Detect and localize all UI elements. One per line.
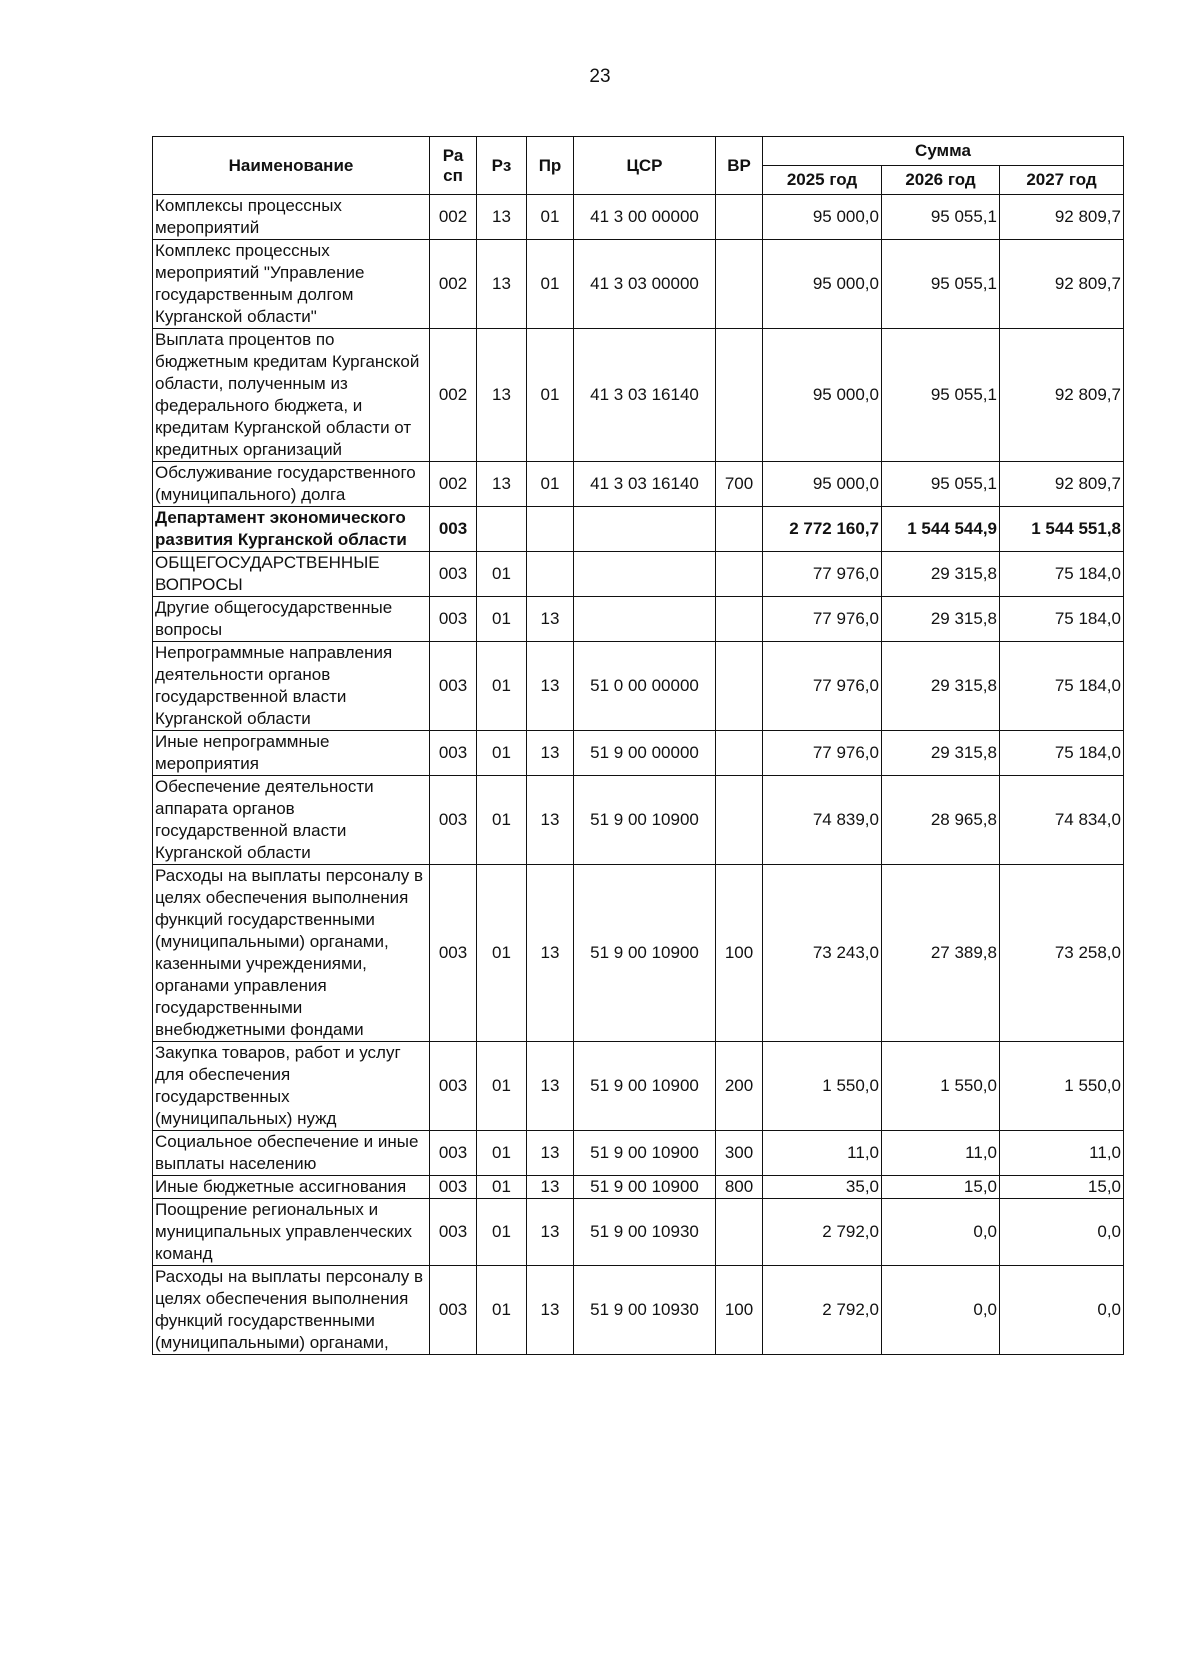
- row-amount-2027: 74 834,0: [1000, 776, 1124, 865]
- row-amount-2026: 1 550,0: [882, 1042, 1000, 1131]
- row-amount-2025: 74 839,0: [763, 776, 882, 865]
- row-name: Расходы на выплаты персоналу в целях обеспечения выполнения функций государственными (муниципальными) органами,: [153, 1266, 430, 1355]
- row-amount-2026: 95 055,1: [882, 240, 1000, 329]
- row-name: Поощрение региональных и муниципальных управленческих команд: [153, 1199, 430, 1266]
- header-rasp: Ра сп: [430, 137, 477, 195]
- table-row: [153, 1199, 1124, 1266]
- row-rasp: 003: [430, 1131, 477, 1176]
- row-pr: 13: [527, 642, 574, 731]
- row-amount-2026: 1 544 544,9: [882, 507, 1000, 552]
- row-amount-2025: 2 772 160,7: [763, 507, 882, 552]
- row-csr: 51 9 00 10900: [574, 1131, 716, 1176]
- row-rz: 13: [477, 462, 527, 507]
- row-csr: 51 9 00 10900: [574, 865, 716, 1042]
- header-csr: ЦСР: [574, 137, 716, 195]
- row-csr: [574, 507, 716, 552]
- row-pr: [527, 552, 574, 597]
- row-rz: 01: [477, 1266, 527, 1355]
- row-pr: 01: [527, 195, 574, 240]
- budget-table: [152, 136, 1124, 1355]
- row-amount-2027: 75 184,0: [1000, 731, 1124, 776]
- row-amount-2027: 92 809,7: [1000, 462, 1124, 507]
- row-pr: 13: [527, 865, 574, 1042]
- table-body: [153, 195, 1124, 1355]
- row-rasp: 003: [430, 507, 477, 552]
- row-vr: [716, 507, 763, 552]
- table-row: [153, 1042, 1124, 1131]
- table-row: [153, 731, 1124, 776]
- row-rz: 01: [477, 1042, 527, 1131]
- row-rasp: 002: [430, 240, 477, 329]
- row-pr: 13: [527, 1199, 574, 1266]
- row-vr: 200: [716, 1042, 763, 1131]
- table-row: [153, 507, 1124, 552]
- row-vr: 100: [716, 1266, 763, 1355]
- row-amount-2027: 75 184,0: [1000, 642, 1124, 731]
- table-row: [153, 776, 1124, 865]
- row-rz: 01: [477, 1176, 527, 1199]
- row-amount-2027: 15,0: [1000, 1176, 1124, 1199]
- row-csr: [574, 597, 716, 642]
- row-vr: [716, 552, 763, 597]
- row-pr: 13: [527, 1131, 574, 1176]
- row-csr: 51 9 00 10900: [574, 1176, 716, 1199]
- row-name: Закупка товаров, работ и услуг для обеспечения государственных (муниципальных) нужд: [153, 1042, 430, 1131]
- row-amount-2026: 95 055,1: [882, 195, 1000, 240]
- row-amount-2025: 95 000,0: [763, 240, 882, 329]
- table-row: [153, 195, 1124, 240]
- row-vr: 300: [716, 1131, 763, 1176]
- row-rz: 01: [477, 1199, 527, 1266]
- row-csr: 41 3 03 16140: [574, 329, 716, 462]
- row-name: Другие общегосударственные вопросы: [153, 597, 430, 642]
- row-rz: 01: [477, 552, 527, 597]
- row-rasp: 003: [430, 1199, 477, 1266]
- row-amount-2026: 95 055,1: [882, 462, 1000, 507]
- header-rz: Рз: [477, 137, 527, 195]
- row-amount-2025: 95 000,0: [763, 329, 882, 462]
- row-amount-2025: 77 976,0: [763, 552, 882, 597]
- row-rasp: 003: [430, 642, 477, 731]
- row-amount-2025: 95 000,0: [763, 462, 882, 507]
- row-rasp: 003: [430, 776, 477, 865]
- row-amount-2025: 2 792,0: [763, 1199, 882, 1266]
- row-rasp: 002: [430, 195, 477, 240]
- row-csr: 51 9 00 00000: [574, 731, 716, 776]
- table-row: [153, 1176, 1124, 1199]
- row-rasp: 003: [430, 597, 477, 642]
- row-amount-2027: 11,0: [1000, 1131, 1124, 1176]
- table-row: [153, 597, 1124, 642]
- row-rz: 01: [477, 731, 527, 776]
- row-vr: 100: [716, 865, 763, 1042]
- row-vr: [716, 597, 763, 642]
- row-rasp: 003: [430, 1042, 477, 1131]
- table-row: [153, 462, 1124, 507]
- header-pr: Пр: [527, 137, 574, 195]
- row-vr: [716, 240, 763, 329]
- row-rasp: 003: [430, 865, 477, 1042]
- row-name: Обслуживание государственного (муниципального) долга: [153, 462, 430, 507]
- row-pr: 13: [527, 1042, 574, 1131]
- header-year-2025: 2025 год: [763, 166, 882, 195]
- row-pr: 01: [527, 240, 574, 329]
- row-amount-2026: 29 315,8: [882, 642, 1000, 731]
- row-amount-2026: 28 965,8: [882, 776, 1000, 865]
- row-csr: 51 9 00 10930: [574, 1266, 716, 1355]
- row-pr: 01: [527, 462, 574, 507]
- row-amount-2027: 1 544 551,8: [1000, 507, 1124, 552]
- row-rz: 01: [477, 642, 527, 731]
- row-name: Социальное обеспечение и иные выплаты населению: [153, 1131, 430, 1176]
- row-amount-2025: 2 792,0: [763, 1266, 882, 1355]
- row-pr: [527, 507, 574, 552]
- table-row: [153, 865, 1124, 1042]
- row-amount-2025: 35,0: [763, 1176, 882, 1199]
- row-csr: 41 3 03 00000: [574, 240, 716, 329]
- row-vr: [716, 1199, 763, 1266]
- row-amount-2027: 75 184,0: [1000, 552, 1124, 597]
- row-rasp: 003: [430, 1176, 477, 1199]
- header-year-2026: 2026 год: [882, 166, 1000, 195]
- row-rasp: 003: [430, 552, 477, 597]
- row-amount-2026: 95 055,1: [882, 329, 1000, 462]
- row-amount-2026: 29 315,8: [882, 597, 1000, 642]
- row-vr: [716, 329, 763, 462]
- row-amount-2026: 11,0: [882, 1131, 1000, 1176]
- row-rz: 01: [477, 597, 527, 642]
- row-name: Иные бюджетные ассигнования: [153, 1176, 430, 1199]
- header-vr: ВР: [716, 137, 763, 195]
- row-amount-2027: 1 550,0: [1000, 1042, 1124, 1131]
- row-name: Непрограммные направления деятельности органов государственной власти Курганской области: [153, 642, 430, 731]
- row-amount-2025: 77 976,0: [763, 597, 882, 642]
- row-csr: 41 3 03 16140: [574, 462, 716, 507]
- table-row: [153, 240, 1124, 329]
- row-name: Обеспечение деятельности аппарата органов государственной власти Курганской области: [153, 776, 430, 865]
- page-number: 23: [589, 66, 611, 87]
- row-rz: 13: [477, 240, 527, 329]
- header-summa: Сумма: [763, 137, 1124, 166]
- row-pr: 13: [527, 776, 574, 865]
- row-pr: 13: [527, 597, 574, 642]
- row-amount-2026: 0,0: [882, 1199, 1000, 1266]
- row-csr: 41 3 00 00000: [574, 195, 716, 240]
- table-row: [153, 552, 1124, 597]
- row-name: ОБЩЕГОСУДАРСТВЕННЫЕ ВОПРОСЫ: [153, 552, 430, 597]
- table-row: [153, 1266, 1124, 1355]
- row-rasp: 003: [430, 1266, 477, 1355]
- row-amount-2027: 73 258,0: [1000, 865, 1124, 1042]
- row-rz: 01: [477, 1131, 527, 1176]
- row-name: Расходы на выплаты персоналу в целях обеспечения выполнения функций государственными (муниципальными) органами, казенными учреждениями, органами управления государственными внебюджетными фондами: [153, 865, 430, 1042]
- table-row: [153, 1131, 1124, 1176]
- row-pr: 13: [527, 731, 574, 776]
- row-amount-2027: 0,0: [1000, 1266, 1124, 1355]
- row-name: Комплекс процессных мероприятий "Управление государственным долгом Курганской области": [153, 240, 430, 329]
- row-amount-2025: 73 243,0: [763, 865, 882, 1042]
- row-rasp: 003: [430, 731, 477, 776]
- table-row: [153, 329, 1124, 462]
- row-vr: [716, 642, 763, 731]
- row-amount-2025: 77 976,0: [763, 731, 882, 776]
- row-amount-2026: 29 315,8: [882, 731, 1000, 776]
- row-csr: 51 0 00 00000: [574, 642, 716, 731]
- row-amount-2026: 27 389,8: [882, 865, 1000, 1042]
- row-rz: 13: [477, 195, 527, 240]
- row-amount-2025: 11,0: [763, 1131, 882, 1176]
- row-amount-2025: 95 000,0: [763, 195, 882, 240]
- row-rasp: 002: [430, 462, 477, 507]
- row-rz: [477, 507, 527, 552]
- row-vr: [716, 195, 763, 240]
- row-name: Выплата процентов по бюджетным кредитам Курганской области, полученным из федерального бюджета, и кредитам Курганской области от кредитных организаций: [153, 329, 430, 462]
- row-rz: 01: [477, 776, 527, 865]
- row-name: Департамент экономического развития Курганской области: [153, 507, 430, 552]
- row-name: Комплексы процессных мероприятий: [153, 195, 430, 240]
- row-amount-2025: 77 976,0: [763, 642, 882, 731]
- row-vr: 800: [716, 1176, 763, 1199]
- row-amount-2026: 0,0: [882, 1266, 1000, 1355]
- header-name: Наименование: [153, 137, 430, 195]
- row-amount-2027: 0,0: [1000, 1199, 1124, 1266]
- row-rasp: 002: [430, 329, 477, 462]
- row-vr: [716, 731, 763, 776]
- row-amount-2027: 92 809,7: [1000, 195, 1124, 240]
- row-vr: 700: [716, 462, 763, 507]
- row-csr: 51 9 00 10930: [574, 1199, 716, 1266]
- row-pr: 01: [527, 329, 574, 462]
- row-csr: 51 9 00 10900: [574, 1042, 716, 1131]
- row-amount-2026: 29 315,8: [882, 552, 1000, 597]
- row-csr: [574, 552, 716, 597]
- row-amount-2025: 1 550,0: [763, 1042, 882, 1131]
- row-csr: 51 9 00 10900: [574, 776, 716, 865]
- row-pr: 13: [527, 1176, 574, 1199]
- row-rz: 13: [477, 329, 527, 462]
- row-name: Иные непрограммные мероприятия: [153, 731, 430, 776]
- row-amount-2026: 15,0: [882, 1176, 1000, 1199]
- header-year-2027: 2027 год: [1000, 166, 1124, 195]
- row-amount-2027: 75 184,0: [1000, 597, 1124, 642]
- row-amount-2027: 92 809,7: [1000, 329, 1124, 462]
- row-rz: 01: [477, 865, 527, 1042]
- row-pr: 13: [527, 1266, 574, 1355]
- table-row: [153, 642, 1124, 731]
- row-vr: [716, 776, 763, 865]
- row-amount-2027: 92 809,7: [1000, 240, 1124, 329]
